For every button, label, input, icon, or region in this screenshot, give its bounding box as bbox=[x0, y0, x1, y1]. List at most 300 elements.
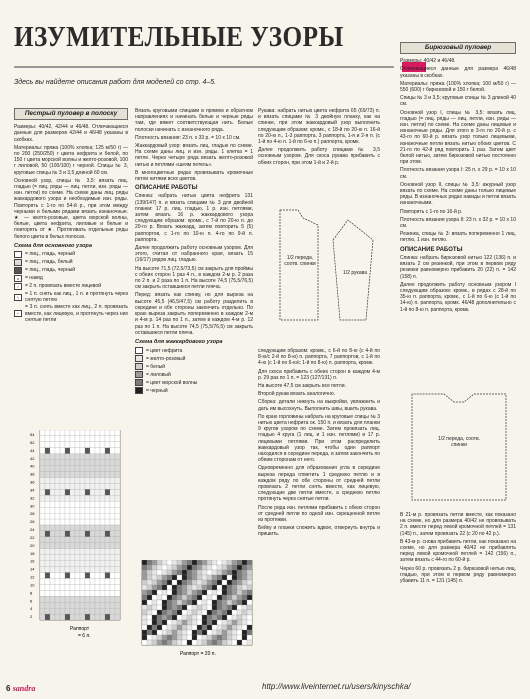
chart-grid bbox=[142, 560, 252, 645]
chart-cell bbox=[147, 620, 152, 625]
chart-cell bbox=[100, 519, 105, 525]
row-label: 12 bbox=[30, 574, 35, 580]
chart-cell bbox=[192, 630, 197, 635]
chart-cell bbox=[65, 584, 70, 590]
row-label: 2 bbox=[30, 614, 33, 620]
page-folio bbox=[6, 684, 35, 693]
chart-cell bbox=[237, 625, 242, 630]
chart-cell bbox=[40, 436, 45, 442]
row-label: 8 bbox=[30, 590, 33, 596]
chart-cell bbox=[187, 600, 192, 605]
chart-cell bbox=[110, 608, 115, 614]
chart-cell bbox=[70, 436, 75, 442]
chart-cell bbox=[187, 630, 192, 635]
chart-cell bbox=[177, 630, 182, 635]
chart-cell bbox=[40, 602, 45, 608]
chart-cell bbox=[242, 570, 247, 575]
legend-item: = лиловый bbox=[135, 371, 253, 378]
chart-cell bbox=[40, 454, 45, 460]
chart-cell bbox=[115, 448, 120, 454]
chart-cell bbox=[60, 596, 65, 602]
chart-cell bbox=[227, 600, 232, 605]
chart-cell bbox=[80, 472, 85, 478]
chart-cell bbox=[197, 585, 202, 590]
chart-cell bbox=[105, 584, 110, 590]
chart-cell bbox=[75, 501, 80, 507]
chart-cell bbox=[115, 489, 120, 495]
sleeves-main-pattern-text: Далее продолжить работу спицами № 3,5 основным узором. Для скоса рукава прибавить с обеих сторон, при этом 1-й и 2-й р. bbox=[258, 147, 380, 166]
chart-cell bbox=[70, 478, 75, 484]
chart-cell bbox=[40, 478, 45, 484]
sizes-note-text: Отличающиеся данные для размера 46/48 указаны в скобках. bbox=[400, 66, 516, 79]
chart-cell bbox=[242, 640, 247, 645]
chart-cell bbox=[187, 580, 192, 585]
chart-cell bbox=[80, 543, 85, 549]
chart-cell bbox=[232, 560, 237, 565]
chart-cell bbox=[142, 600, 147, 605]
chart-cell bbox=[80, 430, 85, 436]
chart-cell bbox=[227, 585, 232, 590]
chart-cell bbox=[75, 555, 80, 561]
chart-cell bbox=[202, 560, 207, 565]
chart-cell bbox=[242, 630, 247, 635]
chart-cell bbox=[177, 600, 182, 605]
chart-cell bbox=[95, 460, 100, 466]
back-text: Спинка: набрать бирюзовой нитью 122 (136) п. и вязать 2 см резинкой, при этом в первом ряду резинки равномерно прибавить 20 (22) п. = 142 (158) п. bbox=[400, 254, 516, 280]
chart-cell bbox=[95, 555, 100, 561]
chart-cell bbox=[212, 620, 217, 625]
chart-cell bbox=[70, 513, 75, 519]
chart-cell bbox=[227, 560, 232, 565]
chart-cell bbox=[70, 584, 75, 590]
chart-cell bbox=[80, 489, 85, 495]
chart-cell bbox=[247, 575, 252, 580]
chart-cell bbox=[90, 531, 95, 537]
chart-cell bbox=[232, 620, 237, 625]
legend-item: = черный bbox=[135, 387, 253, 394]
pattern-schematic bbox=[258, 200, 380, 340]
chart-cell bbox=[177, 570, 182, 575]
chart-cell bbox=[162, 625, 167, 630]
chart-row-labels bbox=[30, 432, 35, 619]
chart-cell bbox=[80, 596, 85, 602]
circular-needles-text: Вязать круговыми спицами в прямом и обратном направлениях и начинать белые и черные ряды там, где вяжет соответствующая нить. Белые полоски начинать с изнаночного ряда. bbox=[135, 108, 253, 133]
chart-cell bbox=[40, 483, 45, 489]
chart-cell bbox=[70, 501, 75, 507]
chart-cell bbox=[192, 590, 197, 595]
chart-cell bbox=[167, 565, 172, 570]
chart-cell bbox=[147, 630, 152, 635]
chart-cell bbox=[202, 605, 207, 610]
chart-cell bbox=[45, 596, 50, 602]
row-label: 26 bbox=[30, 519, 35, 525]
chart-cell bbox=[65, 578, 70, 584]
chart-cell bbox=[90, 513, 95, 519]
chart-cell bbox=[177, 590, 182, 595]
chart-cell bbox=[80, 549, 85, 555]
chart-cell bbox=[45, 578, 50, 584]
chart-cell bbox=[60, 460, 65, 466]
chart-cell bbox=[95, 489, 100, 495]
chart-cell bbox=[50, 555, 55, 561]
chart-cell bbox=[222, 630, 227, 635]
chart-cell bbox=[40, 584, 45, 590]
chart-cell bbox=[60, 483, 65, 489]
chart-cell bbox=[157, 585, 162, 590]
chart-cell bbox=[207, 615, 212, 620]
chart-cell bbox=[95, 525, 100, 531]
chart-cell bbox=[50, 448, 55, 454]
work-description-heading: ОПИСАНИЕ РАБОТЫ bbox=[135, 185, 198, 192]
chart-cell bbox=[202, 615, 207, 620]
chart-cell bbox=[95, 466, 100, 472]
main-pattern-chart bbox=[30, 430, 130, 640]
chart-cell bbox=[217, 630, 222, 635]
chart-cell bbox=[192, 640, 197, 645]
chart-cell bbox=[152, 595, 157, 600]
swatch-icon bbox=[135, 371, 143, 378]
chart-cell bbox=[85, 584, 90, 590]
chart-cell bbox=[75, 602, 80, 608]
chart-cell bbox=[172, 620, 177, 625]
chart-cell bbox=[232, 580, 237, 585]
chart-cell bbox=[40, 501, 45, 507]
chart-cell bbox=[55, 602, 60, 608]
chart-cell bbox=[110, 472, 115, 478]
chart-cell bbox=[80, 466, 85, 472]
chart-cell bbox=[212, 640, 217, 645]
chart-cell bbox=[65, 608, 70, 614]
chart-cell bbox=[172, 565, 177, 570]
chart-cell bbox=[242, 635, 247, 640]
chart-cell bbox=[90, 495, 95, 501]
chart-cell bbox=[90, 602, 95, 608]
chart-cell bbox=[110, 590, 115, 596]
chart-cell bbox=[242, 580, 247, 585]
chart-cell bbox=[50, 578, 55, 584]
swatch-icon bbox=[14, 259, 22, 266]
chart-cell bbox=[110, 436, 115, 442]
chart-cell bbox=[70, 448, 75, 454]
chart-cell bbox=[75, 436, 80, 442]
chart-cell bbox=[242, 560, 247, 565]
chart-cell bbox=[217, 640, 222, 645]
chart-cell bbox=[142, 610, 147, 615]
chart-cell bbox=[105, 513, 110, 519]
chart-cell bbox=[50, 561, 55, 567]
chart-cell bbox=[147, 565, 152, 570]
chart-cell bbox=[100, 495, 105, 501]
chart-cell bbox=[85, 478, 90, 484]
chart-cell bbox=[60, 519, 65, 525]
chart-cell bbox=[182, 605, 187, 610]
chart-cell bbox=[70, 555, 75, 561]
swatch-icon bbox=[135, 387, 143, 394]
chart-cell bbox=[110, 519, 115, 525]
chart-cell bbox=[55, 531, 60, 537]
chart-cell bbox=[142, 620, 147, 625]
chart-cell bbox=[212, 590, 217, 595]
chart-cell bbox=[60, 573, 65, 579]
chart-cell bbox=[115, 507, 120, 513]
sleeve-increase-text: Для скоса прибавить с обеих сторон в каждом 4-м р. 29 раз по 1 п. = 123 (127/131) п. bbox=[258, 368, 380, 381]
legend-item: o = накид bbox=[14, 275, 128, 282]
chart-cell bbox=[212, 625, 217, 630]
chart-cell bbox=[172, 585, 177, 590]
chart-cell bbox=[100, 543, 105, 549]
chart-cell bbox=[172, 605, 177, 610]
chart-cell bbox=[100, 549, 105, 555]
chart-cell bbox=[212, 580, 217, 585]
chart-cell bbox=[55, 614, 60, 620]
chart-cell bbox=[167, 615, 172, 620]
chart-cell bbox=[90, 549, 95, 555]
increase-text: После ряда изн. петлями прибавить с обеих сторон от средней петли по одной изн. скрещенной петле из протяжки. bbox=[258, 504, 380, 524]
chart-cell bbox=[182, 575, 187, 580]
chart-cell bbox=[182, 600, 187, 605]
chart-cell bbox=[105, 561, 110, 567]
chart-cell bbox=[142, 585, 147, 590]
chart-cell bbox=[162, 560, 167, 565]
chart-cell bbox=[110, 602, 115, 608]
chart-cell bbox=[65, 513, 70, 519]
chart-cell bbox=[55, 489, 60, 495]
chart-cell bbox=[70, 578, 75, 584]
chart-cell bbox=[232, 600, 237, 605]
chart-cell bbox=[197, 595, 202, 600]
chart-cell bbox=[50, 454, 55, 460]
chart-cell bbox=[60, 531, 65, 537]
chart-cell bbox=[45, 608, 50, 614]
chart-cell bbox=[222, 570, 227, 575]
chart-cell bbox=[55, 555, 60, 561]
chart-cell bbox=[115, 573, 120, 579]
chart-cell bbox=[152, 580, 157, 585]
chart-cell bbox=[227, 590, 232, 595]
chart-cell bbox=[142, 580, 147, 585]
chart-cell bbox=[105, 608, 110, 614]
chart-cell bbox=[75, 614, 80, 620]
chart-cell bbox=[167, 630, 172, 635]
chart-cell bbox=[152, 590, 157, 595]
chart-cell bbox=[212, 560, 217, 565]
chart-cell bbox=[105, 537, 110, 543]
chart-cell bbox=[192, 585, 197, 590]
chart-cell bbox=[75, 430, 80, 436]
swatch-icon bbox=[14, 251, 22, 258]
chart-cell bbox=[95, 454, 100, 460]
gauge-1-text: Плотность вязания узора I: 25 п. x 29 р. = 10 x 10 см. bbox=[400, 167, 516, 180]
chart-cell bbox=[45, 454, 50, 460]
chart-cell bbox=[157, 590, 162, 595]
chart-cell bbox=[202, 640, 207, 645]
chart-cell bbox=[237, 600, 242, 605]
chart-cell bbox=[45, 525, 50, 531]
chart-cell bbox=[75, 507, 80, 513]
chart-cell bbox=[50, 573, 55, 579]
chart-cell bbox=[75, 442, 80, 448]
chart-cell bbox=[70, 507, 75, 513]
work-description-heading: ОПИСАНИЕ РАБОТЫ bbox=[400, 246, 463, 253]
chart-cell bbox=[105, 436, 110, 442]
chart-cell bbox=[100, 567, 105, 573]
chart-cell bbox=[192, 635, 197, 640]
chart-cell bbox=[227, 565, 232, 570]
chart-cell bbox=[65, 525, 70, 531]
chart-cell bbox=[177, 640, 182, 645]
chart-cell bbox=[40, 442, 45, 448]
chart-cell bbox=[162, 575, 167, 580]
chart-cell bbox=[100, 478, 105, 484]
chart-cell bbox=[187, 615, 192, 620]
chart-cell bbox=[90, 584, 95, 590]
chart-cell bbox=[162, 570, 167, 575]
chart-cell bbox=[187, 595, 192, 600]
chart-cell bbox=[237, 575, 242, 580]
chart-cell bbox=[105, 466, 110, 472]
chart-cell bbox=[152, 585, 157, 590]
chart-cell bbox=[242, 615, 247, 620]
column-4-lower bbox=[400, 512, 516, 586]
chart-cell bbox=[172, 560, 177, 565]
chart-cell bbox=[152, 605, 157, 610]
chart-cell bbox=[192, 605, 197, 610]
gauge-2-text: Плотность вязания узора II: 23 п. x 32 р. = 10 x 10 см. bbox=[400, 216, 516, 230]
chart-cell bbox=[45, 543, 50, 549]
chart-cell bbox=[167, 620, 172, 625]
chart-cell bbox=[202, 575, 207, 580]
schematic-sleeve-label: 1/2 рукава bbox=[342, 270, 368, 276]
chart-cell bbox=[242, 625, 247, 630]
chart-cell bbox=[105, 501, 110, 507]
chart-cell bbox=[115, 483, 120, 489]
chart-cell bbox=[40, 596, 45, 602]
chart-cell bbox=[60, 561, 65, 567]
column-2 bbox=[135, 108, 253, 395]
chart-cell bbox=[80, 608, 85, 614]
chart-cell bbox=[167, 605, 172, 610]
chart-cell bbox=[90, 543, 95, 549]
chart-cell bbox=[232, 630, 237, 635]
chart-cell bbox=[90, 466, 95, 472]
chart-cell bbox=[242, 590, 247, 595]
chart-cell bbox=[90, 489, 95, 495]
row-label: 36 bbox=[30, 479, 35, 485]
chart-cell bbox=[50, 525, 55, 531]
chart-cell bbox=[60, 549, 65, 555]
chart-cell bbox=[85, 578, 90, 584]
legend-item: = желто-розовый bbox=[135, 355, 253, 362]
chart-cell bbox=[90, 573, 95, 579]
legend-item: = лиц., гладь, черный bbox=[14, 251, 128, 258]
chart-cell bbox=[152, 560, 157, 565]
chart-cell bbox=[65, 602, 70, 608]
chart-cell bbox=[45, 573, 50, 579]
chart-cell bbox=[167, 600, 172, 605]
chart-cell bbox=[142, 595, 147, 600]
chart-cell bbox=[197, 605, 202, 610]
chart-cell bbox=[187, 590, 192, 595]
chart-cell bbox=[142, 575, 147, 580]
chart-cell bbox=[207, 595, 212, 600]
turquoise-schematic bbox=[404, 388, 514, 508]
chart-cell bbox=[65, 472, 70, 478]
chart-cell bbox=[75, 549, 80, 555]
chart-cell bbox=[110, 531, 115, 537]
chart-cell bbox=[222, 575, 227, 580]
chart-cell bbox=[182, 640, 187, 645]
chart-cell bbox=[95, 584, 100, 590]
chart-cell bbox=[80, 584, 85, 590]
chart-cell bbox=[177, 575, 182, 580]
chart-cell bbox=[85, 573, 90, 579]
chart-cell bbox=[50, 602, 55, 608]
chart-cell bbox=[247, 600, 252, 605]
chart-cell bbox=[65, 614, 70, 620]
chart-cell bbox=[172, 630, 177, 635]
chart-cell bbox=[192, 570, 197, 575]
chart-cell bbox=[55, 537, 60, 543]
chart-cell bbox=[227, 620, 232, 625]
row-label: 42 bbox=[30, 455, 35, 461]
chart-cell bbox=[237, 630, 242, 635]
chart-cell bbox=[115, 555, 120, 561]
chart-cell bbox=[50, 501, 55, 507]
chart-cell bbox=[157, 580, 162, 585]
chart-cell bbox=[65, 537, 70, 543]
chart-cell bbox=[70, 466, 75, 472]
chart-cell bbox=[157, 610, 162, 615]
chart-cell bbox=[90, 608, 95, 614]
chart-cell bbox=[60, 466, 65, 472]
chart-cell bbox=[45, 567, 50, 573]
chart-cell bbox=[115, 495, 120, 501]
chart-cell bbox=[105, 567, 110, 573]
main-pattern-2-text: Основной узор II, спицы № 3,5: ажурный узор вязать по схеме. На схеме даны только лицевые ряды. В изнаночных рядах накиды и петли вязать изнаночными. bbox=[400, 181, 516, 207]
chart-cell bbox=[75, 495, 80, 501]
legend-title: Схема для основного узора bbox=[14, 242, 92, 249]
legend-main bbox=[14, 251, 128, 323]
chart-cell bbox=[105, 448, 110, 454]
chart-cell bbox=[55, 460, 60, 466]
chart-cell bbox=[40, 543, 45, 549]
chart-cell bbox=[115, 567, 120, 573]
chart-cell bbox=[65, 442, 70, 448]
chart-cell bbox=[65, 454, 70, 460]
chart-cell bbox=[50, 460, 55, 466]
chart-cell bbox=[95, 602, 100, 608]
chart-cell bbox=[115, 543, 120, 549]
chart-cell bbox=[85, 567, 90, 573]
chart-cell bbox=[60, 442, 65, 448]
chart-cell bbox=[142, 625, 147, 630]
chart-cell bbox=[182, 570, 187, 575]
row-label: 54 bbox=[30, 432, 35, 437]
chart-cell bbox=[197, 620, 202, 625]
chart-cell bbox=[50, 430, 55, 436]
intro-text: Здесь вы найдете описания работ для моделей со стр. 4–5. bbox=[14, 79, 217, 86]
chart-cell bbox=[70, 460, 75, 466]
chart-cell bbox=[50, 513, 55, 519]
sleeve-rapport-text: следующим образом: кромк., с 6-й по 8-ю (с 4-й по 8-ю/с 2-й по 8-ю) п. раппорта, 7 раппортов, с 1-й по 4-ю (с 1-й по 6-ю/с 1-й по 8-ю) п. раппорта, кромк. bbox=[258, 348, 380, 367]
swatch-icon bbox=[135, 355, 143, 362]
chart-cell bbox=[65, 519, 70, 525]
row-label: 32 bbox=[30, 495, 35, 501]
chart-cell bbox=[115, 614, 120, 620]
chart-cell bbox=[90, 442, 95, 448]
chart-cell bbox=[105, 573, 110, 579]
chart-cell bbox=[247, 570, 252, 575]
